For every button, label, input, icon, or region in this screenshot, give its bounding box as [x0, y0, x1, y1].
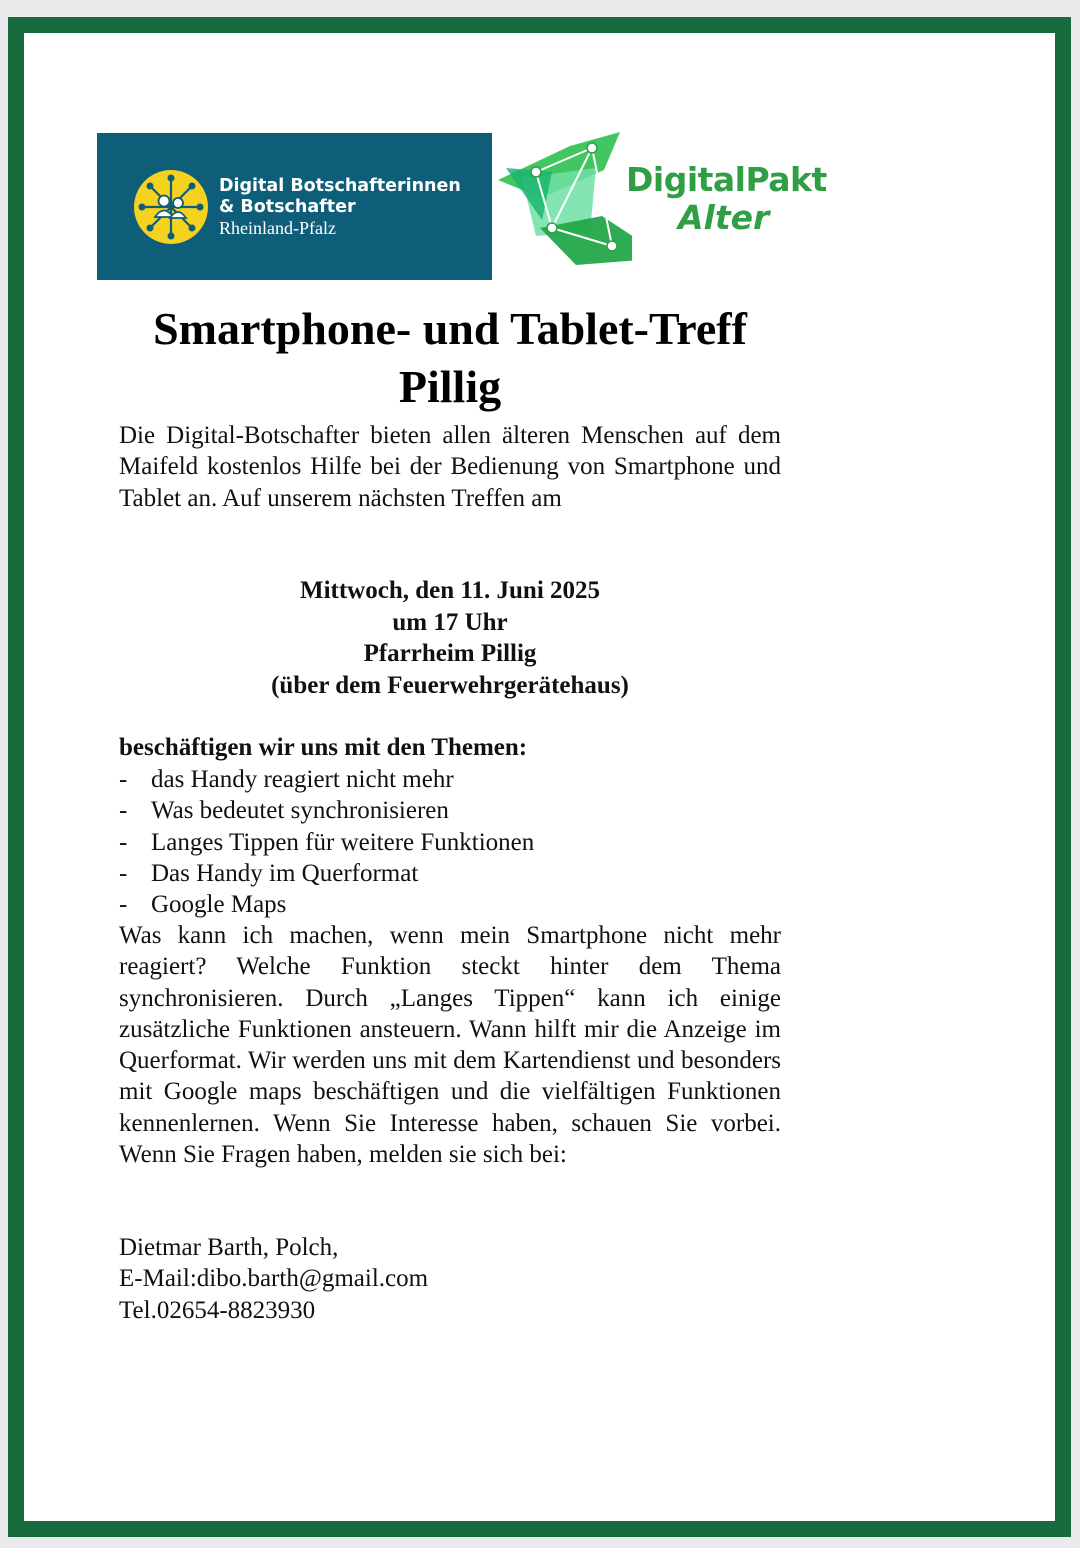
- list-item: [119, 889, 781, 920]
- bullet-dash: -: [119, 828, 128, 856]
- contact-phone[interactable]: Tel.02654-8823930: [119, 1296, 316, 1324]
- logo-text-line1: Digital Botschafterinnen: [219, 176, 461, 196]
- list-item: [119, 795, 781, 826]
- people-network-icon: [133, 169, 209, 245]
- logo-text-line2: & Botschafter: [219, 197, 356, 217]
- list-item: [119, 764, 781, 795]
- bullet-dash: -: [119, 797, 128, 825]
- bullet-dash: -: [119, 891, 128, 919]
- list-item: [119, 858, 781, 889]
- intro-paragraph: Die Digital-Botschafter bieten allen älteren Menschen auf dem Maifeld kostenlos Hilfe bei der Bedienung von Smartphone und Tablet an. Auf unserem nächsten Treffen am: [119, 422, 781, 512]
- title-line-2: Pillig: [398, 361, 502, 412]
- network-polygon-graphic: [492, 128, 632, 273]
- flyer-title: [100, 300, 800, 416]
- logo-text-line3: Rheinland-Pfalz: [219, 218, 336, 238]
- contact-name: Dietmar Barth, Polch,: [119, 1234, 339, 1261]
- topic-text: Was bedeutet synchronisieren: [151, 797, 449, 825]
- event-place: Pfarrheim Pillig: [363, 640, 537, 667]
- topic-text: Das Handy im Querformat: [151, 859, 419, 887]
- topic-text: das Handy reagiert nicht mehr: [151, 766, 454, 793]
- event-time: um 17 Uhr: [392, 608, 508, 636]
- bullet-dash: -: [119, 766, 128, 793]
- alter-wordmark: Alter: [678, 198, 770, 237]
- topics-list: [119, 764, 781, 920]
- event-place-note: (über dem Feuerwehrgerätehaus): [271, 671, 629, 699]
- event-details: [119, 575, 781, 701]
- event-date: Mittwoch, den 11. Juni 2025: [299, 577, 601, 604]
- title-line-1: Smartphone- und Tablet-Treff: [153, 303, 747, 354]
- topic-text: Langes Tippen für weitere Funktionen: [151, 828, 535, 856]
- contact-block: [119, 1232, 781, 1326]
- list-item: [119, 827, 781, 858]
- description-paragraph: Was kann ich machen, wenn mein Smartphone nicht mehr reagiert? Welche Funktion steckt hinter dem Thema synchronisieren. Durch „Langes Tippen“ kann ich einige zusätzliche Funktionen ansteuern. Wann hilft mir die Anzeige im Querformat. Wir werden uns mit dem Kartendienst und besonders mit Google maps beschäftigen und die vielfältigen Funktionen kennenlernen. Wenn Sie Interesse haben, schauen Sie vorbei. Wenn Sie Fragen haben, melden sie sich bei:: [119, 922, 781, 1169]
- digital-botschafter-logo: [97, 133, 492, 280]
- contact-email[interactable]: E-Mail:dibo.barth@gmail.com: [119, 1265, 429, 1293]
- bullet-dash: -: [119, 859, 128, 887]
- topic-text: Google Maps: [151, 891, 287, 919]
- digitalpakt-wordmark: DigitalPakt: [626, 160, 827, 199]
- themes-heading: beschäftigen wir uns mit den Themen:: [119, 734, 528, 761]
- digitalpakt-alter-logo: [492, 128, 832, 273]
